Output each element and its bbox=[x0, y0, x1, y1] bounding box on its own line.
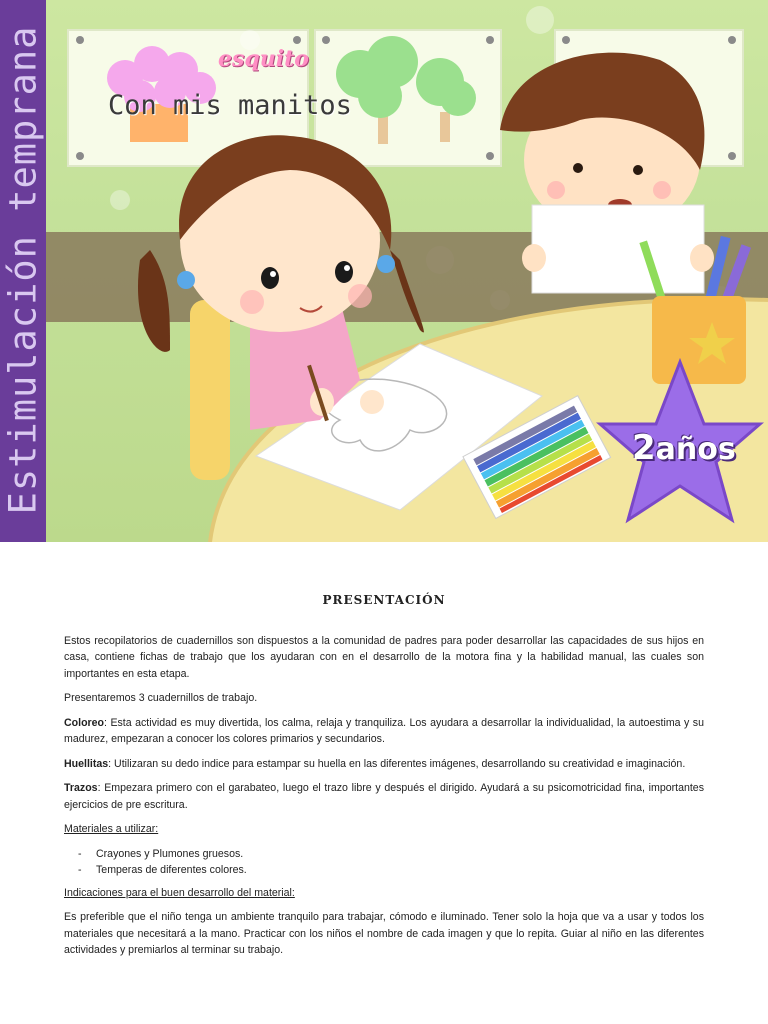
term-coloreo: Coloreo bbox=[64, 716, 105, 729]
materials-list bbox=[64, 846, 704, 879]
paper-sheet-boy bbox=[532, 205, 704, 293]
count-paragraph: Presentaremos 3 cuadernillos de trabajo. bbox=[64, 692, 258, 704]
age-number: 2 bbox=[632, 428, 656, 468]
section-heading: PRESENTACIÓN bbox=[322, 593, 446, 607]
chair bbox=[190, 300, 230, 480]
age-label bbox=[632, 428, 736, 468]
desc-trazos: : Empezara primero con el garabateo, luego el trazo libre y después el dirigido. Ayudará a su psicomotricidad fina, importantes ejercicios de pre escritura. bbox=[64, 782, 704, 811]
list-item: - Crayones y Plumones gruesos. bbox=[78, 846, 704, 863]
age-unit: años bbox=[655, 432, 736, 467]
cover-subtitle: esquito bbox=[218, 46, 309, 72]
boy-figure bbox=[500, 53, 714, 293]
materials-title: Materiales a utilizar: bbox=[64, 823, 159, 835]
intro-paragraph: Estos recopilatorios de cuadernillos son dispuestos a la comunidad de padres para poder desarrollar las capacidades de sus hijos en casa, contiene fichas de trabajo que los ayudaran con en el desarrollo de la motora fina y la habilidad manual, las cuales son importantes en esta etapa. bbox=[64, 634, 704, 680]
indications-title: Indicaciones para el buen desarrollo del material: bbox=[64, 886, 295, 899]
indications-paragraph: Es preferible que el niño tenga un ambiente tranquilo para trabajar, cómodo e iluminado. Tener solo la hoja que va a usar y todos los materiales que necesitará a la mano. Practicar con los niños el nombre de cada imagen y que lo repita. Guiar al niño en las diferentes actividades y premiarlos al terminar su trabajo. bbox=[64, 911, 704, 956]
section-coloreo bbox=[64, 715, 704, 748]
desc-huellitas: : Utilizaran su dedo indice para estampar su huella en las diferentes imágenes, desarrollando su creatividad e imaginación. bbox=[108, 757, 686, 770]
term-huellitas: Huellitas bbox=[64, 757, 109, 770]
document-body bbox=[64, 582, 704, 967]
section-huellitas bbox=[64, 756, 704, 773]
list-item: - Temperas de diferentes colores. bbox=[78, 862, 704, 879]
desc-coloreo: : Esta actividad es muy divertida, los calma, relaja y tranquiliza. Los ayudara a desarrollar la individualidad, la autoestima y su madurez, empezaran a conocer los colores primarios y secundarios. bbox=[64, 716, 704, 745]
side-band bbox=[0, 0, 46, 542]
section-trazos bbox=[64, 780, 704, 813]
side-title: Estimulación temprana bbox=[1, 25, 45, 515]
term-trazos: Trazos bbox=[64, 782, 98, 794]
cover-title: Con mis manitos bbox=[108, 90, 352, 121]
